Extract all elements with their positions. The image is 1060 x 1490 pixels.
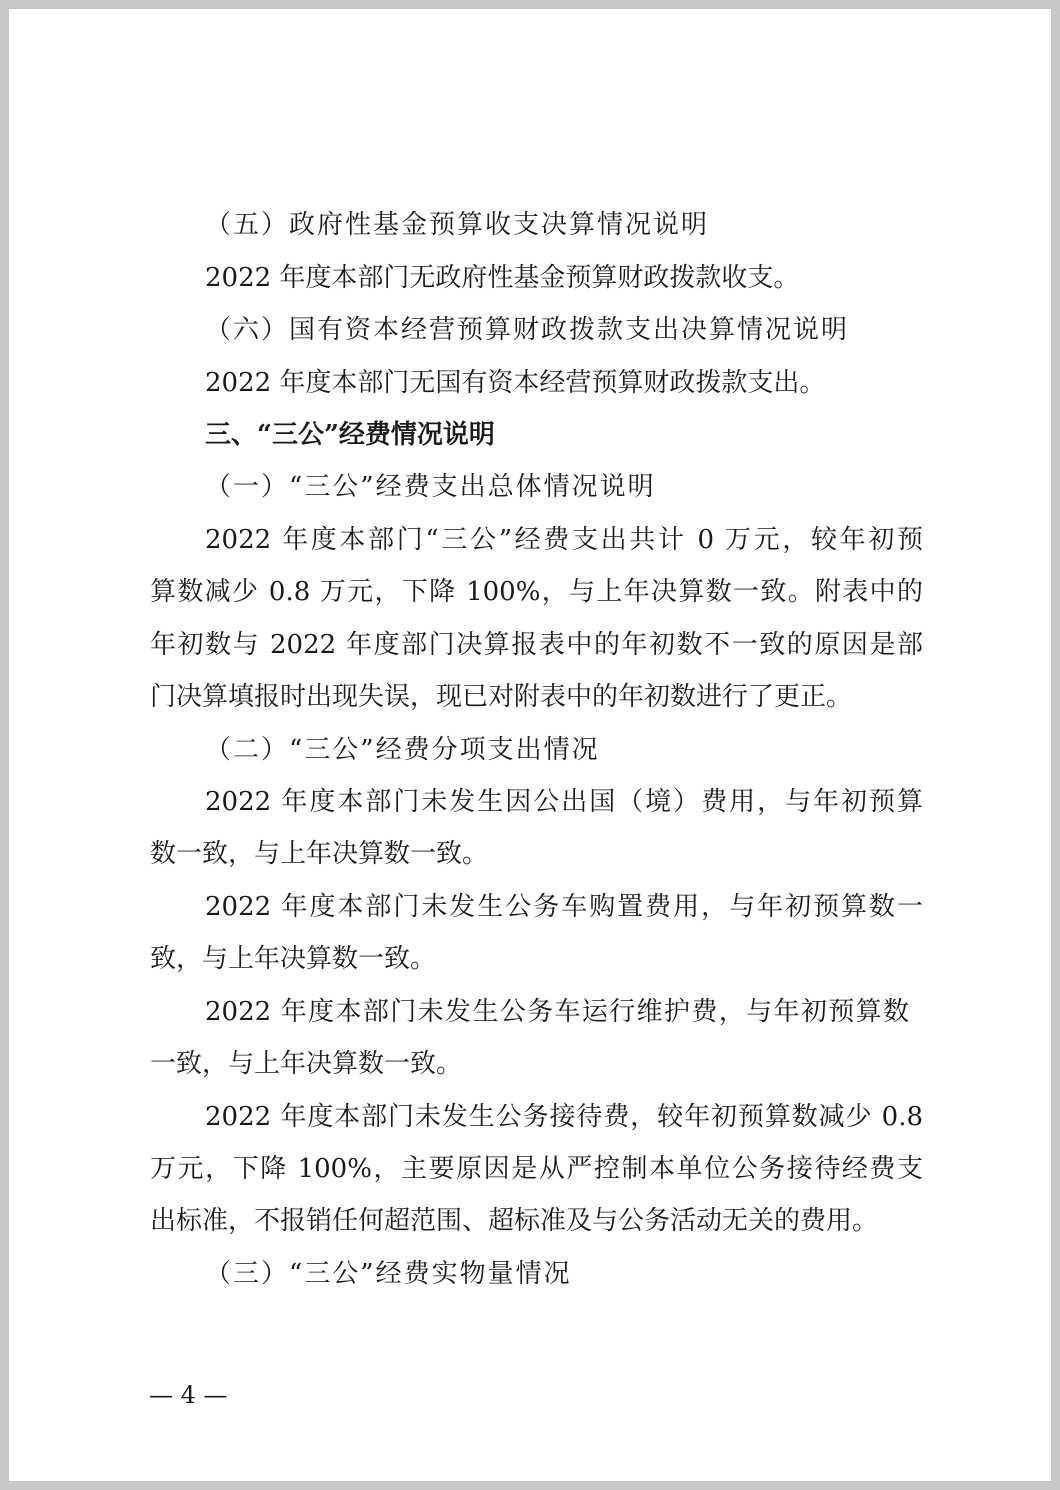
paragraph-line: 2022 年度本部门未发生因公出国（境）费用，与年初预算 bbox=[205, 787, 923, 817]
paragraph-line: 万元，下降 100%，主要原因是从严控制本单位公务接待经费支 bbox=[150, 1154, 923, 1184]
section-heading-6: （六）国有资本经营预算财政拨款支出决算情况说明 bbox=[205, 315, 850, 345]
section-heading-3: （三）“三公”经费实物量情况 bbox=[205, 1259, 572, 1289]
paragraph-line: 2022 年度本部门未发生公务车购置费用，与年初预算数一 bbox=[205, 892, 923, 922]
paragraph-line: 2022 年度本部门无政府性基金预算财政拨款收支。 bbox=[205, 263, 800, 293]
paragraph-line: 2022 年度本部门“三公”经费支出共计 0 万元，较年初预 bbox=[205, 525, 923, 555]
page-number: — 4 — bbox=[149, 1381, 228, 1409]
paragraph-line: 2022 年度本部门无国有资本经营预算财政拨款支出。 bbox=[205, 368, 826, 398]
paragraph-line: 算数减少 0.8 万元，下降 100%，与上年决算数一致。附表中的 bbox=[150, 577, 923, 607]
paragraph-line: 年初数与 2022 年度部门决算报表中的年初数不一致的原因是部 bbox=[150, 630, 923, 660]
paragraph-line: 致，与上年决算数一致。 bbox=[150, 944, 437, 974]
paragraph-line: 数一致，与上年决算数一致。 bbox=[150, 839, 489, 869]
paragraph-line: 2022 年度本部门未发生公务接待费，较年初预算数减少 0.8 bbox=[205, 1102, 923, 1132]
document-page bbox=[9, 9, 1051, 1481]
section-heading-1: （一）“三公”经费支出总体情况说明 bbox=[205, 472, 656, 502]
paragraph-line: 出标准，不报销任何超范围、超标准及与公务活动无关的费用。 bbox=[150, 1206, 879, 1236]
paragraph-line: 2022 年度本部门未发生公务车运行维护费，与年初预算数 bbox=[205, 997, 909, 1027]
chapter-heading-3: 三、“三公”经费情况说明 bbox=[205, 420, 495, 450]
section-heading-2: （二）“三公”经费分项支出情况 bbox=[205, 735, 600, 765]
section-heading-5: （五）政府性基金预算收支决算情况说明 bbox=[205, 210, 710, 240]
paragraph-line: 门决算填报时出现失误，现已对附表中的年初数进行了更正。 bbox=[150, 682, 853, 712]
paragraph-line: 一致，与上年决算数一致。 bbox=[150, 1049, 463, 1079]
